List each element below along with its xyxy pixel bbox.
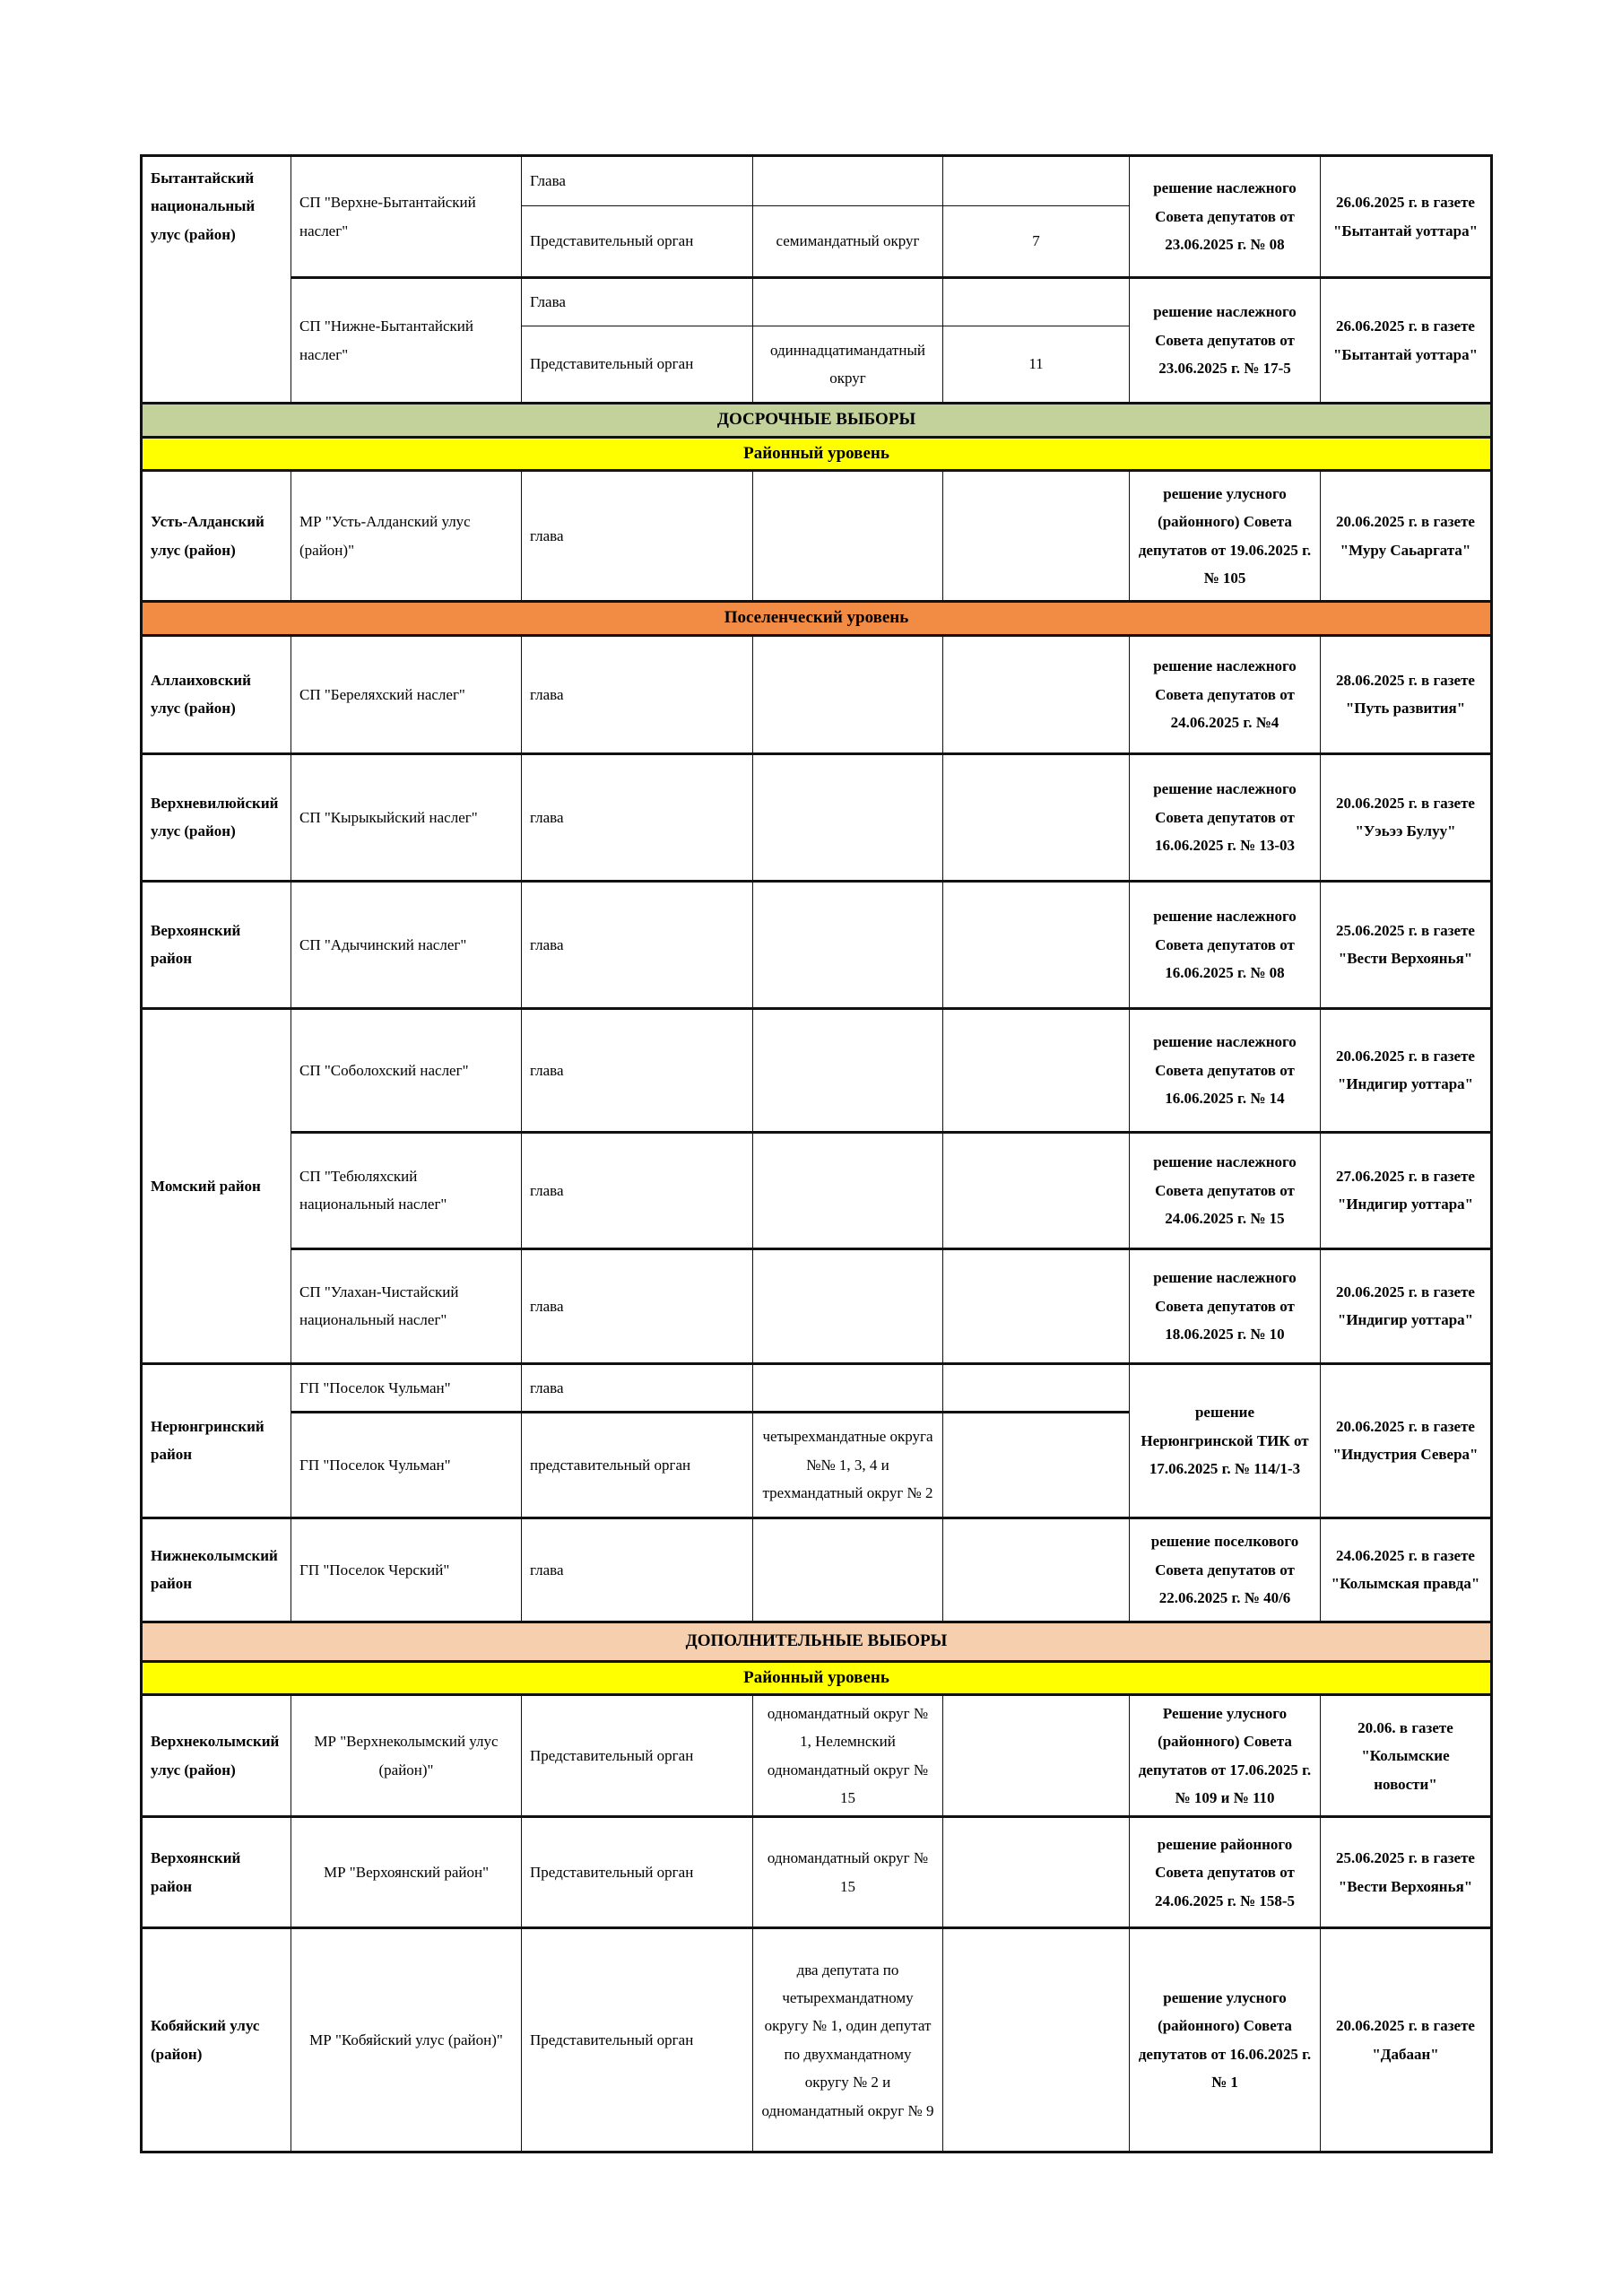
cell-decision: решение районного Совета депутатов от 24.06.2025 г. № 158-5 — [1130, 1817, 1321, 1928]
cell-district: Нерюнгринский район — [142, 1363, 291, 1518]
section-band-row — [142, 404, 1492, 438]
cell-mandates — [943, 1248, 1130, 1363]
table-row — [142, 471, 1492, 602]
cell-mandates — [943, 1817, 1130, 1928]
cell-district: Верхоянский район — [142, 881, 291, 1008]
cell-district: Бытантайский национальный улус (район) — [142, 156, 291, 404]
cell-publication: 25.06.2025 г. в газете "Вести Верхоянья" — [1321, 881, 1492, 1008]
cell-district: Усть-Алданский улус (район) — [142, 471, 291, 602]
table-row — [142, 1695, 1492, 1817]
cell-municipality: ГП "Поселок Чульман" — [291, 1412, 522, 1518]
cell-publication: 20.06.2025 г. в газете "Индустрия Севера" — [1321, 1363, 1492, 1518]
table-row — [142, 1248, 1492, 1363]
cell-mandates — [943, 1928, 1130, 2152]
elections-table-body — [142, 156, 1492, 2152]
cell-publication: 27.06.2025 г. в газете "Индигир уоттара" — [1321, 1132, 1492, 1248]
cell-publication: 20.06.2025 г. в газете "Индигир уоттара" — [1321, 1008, 1492, 1132]
table-row — [142, 753, 1492, 881]
cell-mandates — [943, 1695, 1130, 1817]
cell-publication: 20.06.2025 г. в газете "Индигир уоттара" — [1321, 1248, 1492, 1363]
band-district-level: Районный уровень — [142, 437, 1492, 471]
cell-publication: 26.06.2025 г. в газете "Бытантай уоттара" — [1321, 156, 1492, 278]
cell-district: Нижнеколымский район — [142, 1518, 291, 1622]
cell-publication: 26.06.2025 г. в газете "Бытантай уоттара" — [1321, 278, 1492, 404]
cell-municipality: ГП "Поселок Черский" — [291, 1518, 522, 1622]
cell-electoral-district — [753, 278, 943, 326]
band-additional-elections: ДОПОЛНИТЕЛЬНЫЕ ВЫБОРЫ — [142, 1622, 1492, 1661]
cell-district: Аллаиховский улус (район) — [142, 635, 291, 753]
cell-office: Глава — [522, 278, 753, 326]
cell-electoral-district: семимандатный округ — [753, 206, 943, 278]
band-district-level-2: Районный уровень — [142, 1661, 1492, 1695]
elections-table — [140, 154, 1493, 2153]
cell-electoral-district — [753, 753, 943, 881]
cell-mandates — [943, 635, 1130, 753]
cell-decision: решение наслежного Совета депутатов от 23.06.2025 г. № 08 — [1130, 156, 1321, 278]
cell-municipality: МР "Кобяйский улус (район)" — [291, 1928, 522, 2152]
cell-municipality: МР "Верхнеколымский улус (район)" — [291, 1695, 522, 1817]
cell-decision: решение поселкового Совета депутатов от 22.06.2025 г. № 40/6 — [1130, 1518, 1321, 1622]
cell-mandates — [943, 471, 1130, 602]
cell-electoral-district: одномандатный округ № 15 — [753, 1817, 943, 1928]
cell-publication: 20.06.2025 г. в газете "Уэьээ Булуу" — [1321, 753, 1492, 881]
cell-office: Представительный орган — [522, 206, 753, 278]
cell-mandates — [943, 1008, 1130, 1132]
section-band-row — [142, 1622, 1492, 1661]
cell-publication: 28.06.2025 г. в газете "Путь развития" — [1321, 635, 1492, 753]
cell-publication: 20.06.2025 г. в газете "Дабаан" — [1321, 1928, 1492, 2152]
cell-decision: решение улусного (районного) Совета депутатов от 19.06.2025 г. № 105 — [1130, 471, 1321, 602]
cell-mandates — [943, 881, 1130, 1008]
cell-electoral-district — [753, 1132, 943, 1248]
table-row — [142, 1928, 1492, 2152]
cell-publication: 20.06. в газете "Колымские новости" — [1321, 1695, 1492, 1817]
cell-electoral-district — [753, 1248, 943, 1363]
cell-district: Верхневилюйский улус (район) — [142, 753, 291, 881]
cell-mandates: 7 — [943, 206, 1130, 278]
cell-electoral-district — [753, 635, 943, 753]
cell-office: глава — [522, 1518, 753, 1622]
cell-decision: решение улусного (районного) Совета депутатов от 16.06.2025 г. № 1 — [1130, 1928, 1321, 2152]
cell-decision: решение Нерюнгринской ТИК от 17.06.2025 г. № 114/1-3 — [1130, 1363, 1321, 1518]
cell-decision: Решение улусного (районного) Совета депутатов от 17.06.2025 г. № 109 и № 110 — [1130, 1695, 1321, 1817]
cell-office: Глава — [522, 156, 753, 206]
cell-municipality: СП "Адычинский наслег" — [291, 881, 522, 1008]
cell-district: Верхнеколымский улус (район) — [142, 1695, 291, 1817]
cell-municipality: ГП "Поселок Чульман" — [291, 1363, 522, 1412]
cell-mandates — [943, 1363, 1130, 1412]
table-row — [142, 881, 1492, 1008]
cell-office: Представительный орган — [522, 1928, 753, 2152]
cell-mandates — [943, 1412, 1130, 1518]
table-row — [142, 635, 1492, 753]
cell-mandates — [943, 278, 1130, 326]
band-settlement-level: Поселенческий уровень — [142, 602, 1492, 636]
table-row — [142, 156, 1492, 206]
cell-municipality: СП "Береляхский наслег" — [291, 635, 522, 753]
table-row — [142, 1363, 1492, 1412]
cell-publication: 25.06.2025 г. в газете "Вести Верхоянья" — [1321, 1817, 1492, 1928]
cell-electoral-district: четырехмандатные округа №№ 1, 3, 4 и трехмандатный округ № 2 — [753, 1412, 943, 1518]
cell-district: Момский район — [142, 1008, 291, 1363]
table-row — [142, 1817, 1492, 1928]
cell-office: глава — [522, 1248, 753, 1363]
cell-municipality: СП "Тебюляхский национальный наслег" — [291, 1132, 522, 1248]
band-early-elections: ДОСРОЧНЫЕ ВЫБОРЫ — [142, 404, 1492, 438]
cell-municipality: СП "Верхне-Бытантайский наслег" — [291, 156, 522, 278]
cell-municipality: СП "Соболохский наслег" — [291, 1008, 522, 1132]
table-row — [142, 1518, 1492, 1622]
cell-decision: решение наслежного Совета депутатов от 16.06.2025 г. № 13-03 — [1130, 753, 1321, 881]
cell-electoral-district — [753, 1363, 943, 1412]
cell-municipality: СП "Нижне-Бытантайский наслег" — [291, 278, 522, 404]
cell-decision: решение наслежного Совета депутатов от 16.06.2025 г. № 08 — [1130, 881, 1321, 1008]
cell-electoral-district — [753, 156, 943, 206]
cell-district: Верхоянский район — [142, 1817, 291, 1928]
cell-district: Кобяйский улус (район) — [142, 1928, 291, 2152]
cell-electoral-district — [753, 471, 943, 602]
cell-office: глава — [522, 635, 753, 753]
cell-office: глава — [522, 881, 753, 1008]
cell-publication: 20.06.2025 г. в газете "Муру Саьаргата" — [1321, 471, 1492, 602]
cell-office: Представительный орган — [522, 1817, 753, 1928]
table-row — [142, 1132, 1492, 1248]
cell-mandates: 11 — [943, 326, 1130, 404]
cell-electoral-district: одиннадцатимандатный округ — [753, 326, 943, 404]
cell-mandates — [943, 156, 1130, 206]
cell-municipality: МР "Усть-Алданский улус (район)" — [291, 471, 522, 602]
table-row — [142, 1008, 1492, 1132]
cell-municipality: МР "Верхоянский район" — [291, 1817, 522, 1928]
cell-office: глава — [522, 471, 753, 602]
cell-office: глава — [522, 1363, 753, 1412]
cell-mandates — [943, 1132, 1130, 1248]
cell-electoral-district — [753, 1518, 943, 1622]
cell-electoral-district — [753, 881, 943, 1008]
cell-office: глава — [522, 1132, 753, 1248]
section-band-row — [142, 602, 1492, 636]
table-row — [142, 278, 1492, 326]
cell-office: глава — [522, 753, 753, 881]
section-band-row — [142, 1661, 1492, 1695]
cell-decision: решение наслежного Совета депутатов от 18.06.2025 г. № 10 — [1130, 1248, 1321, 1363]
cell-electoral-district: два депутата по четырехмандатному округу № 1, один депутат по двухмандатному округу № 2 и одномандатный округ № 9 — [753, 1928, 943, 2152]
cell-mandates — [943, 753, 1130, 881]
cell-municipality: СП "Улахан-Чистайский национальный наслег" — [291, 1248, 522, 1363]
cell-electoral-district — [753, 1008, 943, 1132]
cell-decision: решение наслежного Совета депутатов от 24.06.2025 г. №4 — [1130, 635, 1321, 753]
cell-office: глава — [522, 1008, 753, 1132]
cell-office: представительный орган — [522, 1412, 753, 1518]
section-band-row — [142, 437, 1492, 471]
cell-mandates — [943, 1518, 1130, 1622]
cell-electoral-district: одномандатный округ № 1, Нелемнский одномандатный округ № 15 — [753, 1695, 943, 1817]
cell-office: Представительный орган — [522, 1695, 753, 1817]
cell-municipality: СП "Кырыкыйский наслег" — [291, 753, 522, 881]
cell-decision: решение наслежного Совета депутатов от 16.06.2025 г. № 14 — [1130, 1008, 1321, 1132]
cell-office: Представительный орган — [522, 326, 753, 404]
cell-decision: решение наслежного Совета депутатов от 24.06.2025 г. № 15 — [1130, 1132, 1321, 1248]
cell-publication: 24.06.2025 г. в газете "Колымская правда" — [1321, 1518, 1492, 1622]
cell-decision: решение наслежного Совета депутатов от 23.06.2025 г. № 17-5 — [1130, 278, 1321, 404]
